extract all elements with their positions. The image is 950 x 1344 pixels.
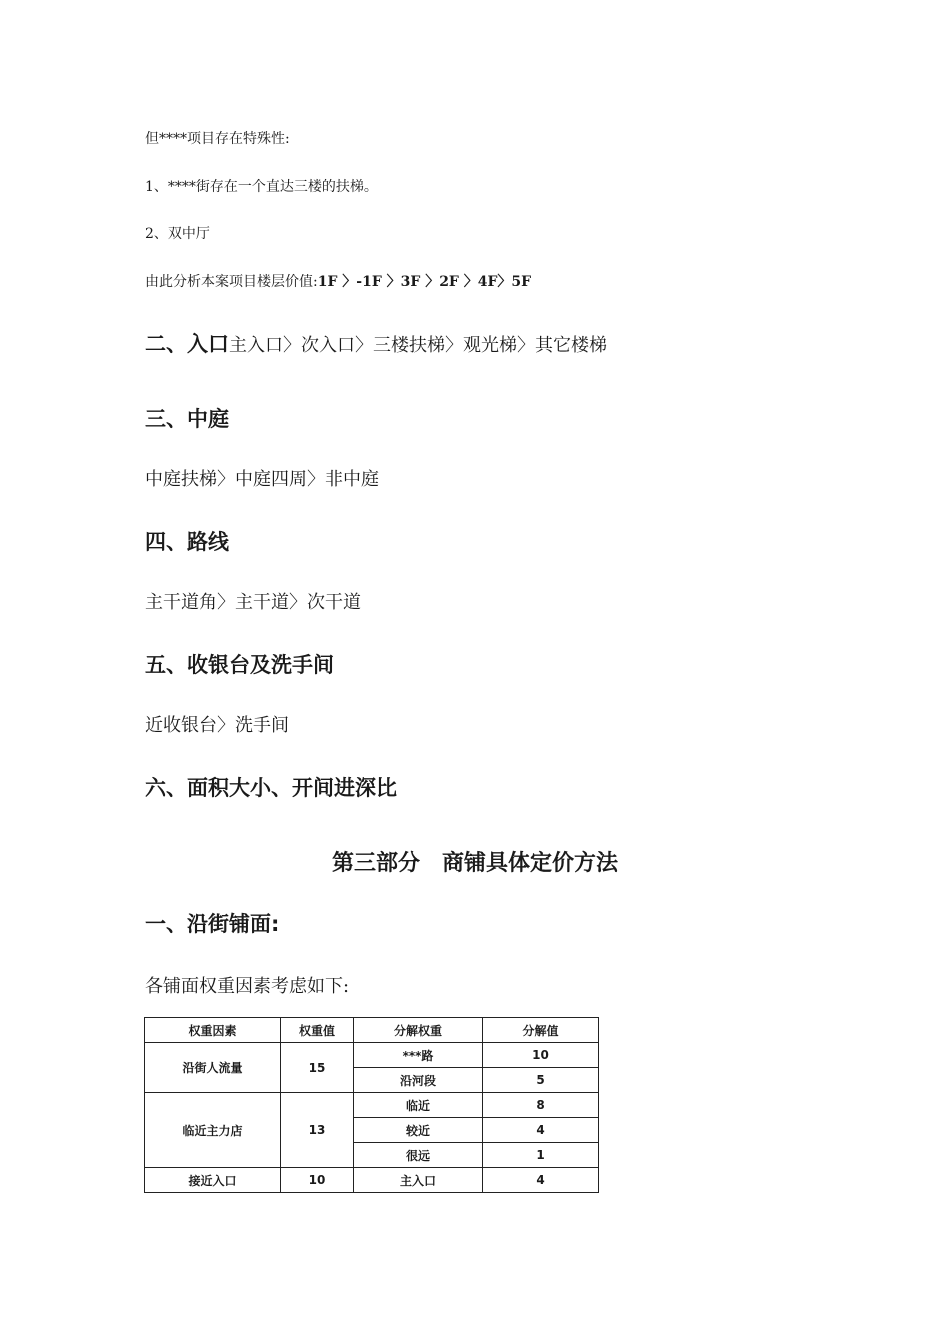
sub-value-cell: 4 (483, 1168, 599, 1193)
sub-value-cell: 4 (483, 1118, 599, 1143)
sub-weight-cell: ***路 (354, 1043, 483, 1068)
area-heading: 六、面积大小、开间进深比 (145, 776, 397, 800)
entrance-text: 主入口〉次入口〉三楼扶梯〉观光梯〉其它楼梯 (229, 335, 607, 356)
sub-weight-cell: 沿河段 (354, 1068, 483, 1093)
factor-cell: 接近入口 (145, 1168, 281, 1193)
sub-value-cell: 1 (483, 1143, 599, 1168)
floor-value-prefix: 由此分析本案项目楼层价值: (145, 274, 318, 290)
atrium-heading: 三、中庭 (145, 407, 229, 431)
weight-cell: 10 (281, 1168, 354, 1193)
table-row (145, 1168, 599, 1193)
sub-weight-cell: 主入口 (354, 1168, 483, 1193)
table-header-row (145, 1018, 599, 1043)
cashier-heading: 五、收银台及洗手间 (145, 653, 334, 677)
sub-weight-cell: 临近 (354, 1093, 483, 1118)
header-sub-value: 分解值 (483, 1018, 599, 1043)
street-heading: 一、沿街铺面: (145, 912, 280, 936)
entrance-line (145, 328, 607, 358)
atrium-text: 中庭扶梯〉中庭四周〉非中庭 (145, 469, 379, 490)
floor-value-order: 1F 〉-1F 〉3F 〉2F 〉4F〉5F (317, 274, 532, 290)
special-item-2: 2、双中厅 (145, 226, 210, 242)
special-note: 但****项目存在特殊性: (145, 131, 290, 147)
weight-cell: 13 (281, 1093, 354, 1168)
sub-value-cell: 5 (483, 1068, 599, 1093)
route-text: 主干道角〉主干道〉次干道 (145, 592, 361, 613)
weight-table (144, 1017, 599, 1193)
cashier-text: 近收银台〉洗手间 (145, 715, 289, 736)
sub-weight-cell: 较近 (354, 1118, 483, 1143)
header-weight: 权重值 (281, 1018, 354, 1043)
sub-weight-cell: 很远 (354, 1143, 483, 1168)
table-row (145, 1043, 599, 1068)
special-item-1: 1、****街存在一个直达三楼的扶梯。 (145, 179, 378, 195)
table-row (145, 1093, 599, 1118)
part3-title: 第三部分 商铺具体定价方法 (331, 851, 618, 876)
factors-intro: 各铺面权重因素考虑如下: (145, 976, 350, 997)
header-factor: 权重因素 (145, 1018, 281, 1043)
sub-value-cell: 10 (483, 1043, 599, 1068)
factor-cell: 临近主力店 (145, 1093, 281, 1168)
route-heading: 四、路线 (145, 530, 229, 554)
header-sub-weight: 分解权重 (354, 1018, 483, 1043)
weight-cell: 15 (281, 1043, 354, 1093)
factor-cell: 沿街人流量 (145, 1043, 281, 1093)
entrance-heading: 二、入口 (145, 332, 229, 356)
sub-value-cell: 8 (483, 1093, 599, 1118)
floor-value-line (145, 271, 531, 291)
